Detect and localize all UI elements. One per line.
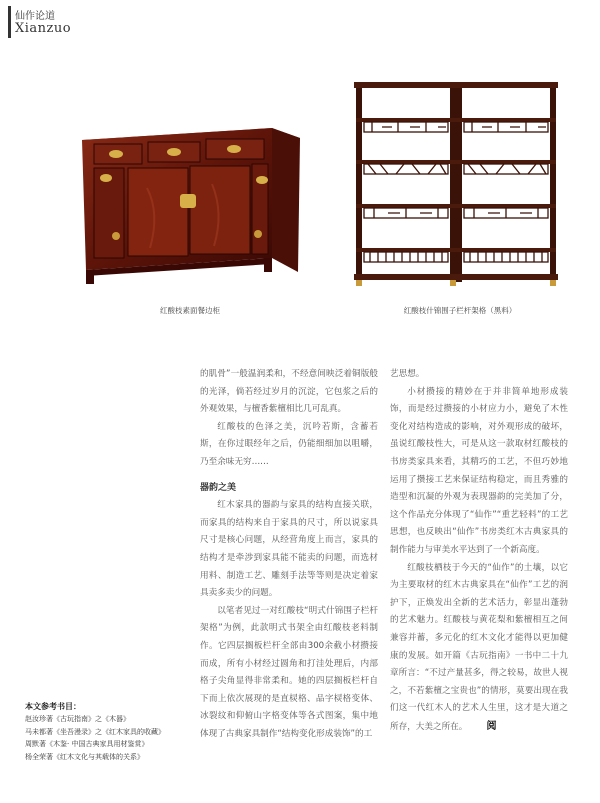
paragraph: 红酸枝的色泽之美，沉吟若斯，含蓄若斯，在你过眼经年之后，仍能细细加以咀嚼，乃至余味无穷……	[200, 421, 378, 467]
paragraph: 的肌骨”一般温润柔和，不经意间映泛着铜版般的光泽，倘若经过岁月的沉淀，它包浆之后的外观效果，与檀香紫檀相比几可乱真。	[200, 369, 378, 415]
paragraph: 小材攒接的精妙在于并非简单地形成装饰，而是经过攒接的小材应力小，避免了木性变化对结构造成的影响，对外观形成的破坏，虽说红酸枝性大，可是从这一款取材红酸枝的书房类家具来看，其精巧的工艺，不但巧妙地运用了攒接工艺来保证结构稳定，而且秀雅的造型和沉凝的外观为表现器韵的完美加了分，这个作品充分体现了“仙作”“重艺轻料”的工艺思想，也反映出“仙作”书房类红木古典家具的制作能力与审美水平达到了一个新高度。	[390, 386, 568, 555]
references-title: 本文参考书目：	[25, 702, 81, 711]
shelf-photo	[352, 80, 560, 288]
paragraph: 红木家具的器韵与家具的结构直接关联，而家具的结构来自于家具的尺寸，所以说家具尺寸是核心问题，从经营角度上而言，家具的结构才是牵涉到家具能不能卖的问题，而选材用料、制造工艺、雕刻手法等等则是决定着家具卖多卖少的问题。	[200, 500, 378, 599]
paragraph: 艺思想。	[390, 369, 425, 379]
paragraph: 以笔者见过一对红酸枝“明式什锦围子栏杆架格”为例，此款明式书架全由红酸枝老料制作。它四层搁板栏杆全部由300余截小材攒接而成，所有小材经过圆角和打洼处理后，内部格子尖角显得非常柔和。她的四层搁板栏杆自下而上依次展现的是直棂格、品字棂格变体、冰裂纹和仰俯山字格变体等各式图案，集中地体现了古典家具制作“结构变化形成装饰”的工	[200, 605, 378, 739]
paragraph	[390, 560, 568, 737]
sideboard-caption: 红酸枝素面餐边柜	[160, 306, 220, 315]
column-middle	[200, 366, 378, 743]
sideboard-photo	[72, 118, 304, 288]
section-heading: 器韵之美	[200, 482, 237, 493]
header-bar	[8, 6, 11, 38]
reference-item: 马未都著《坐吾漫录》之《红木家具的收藏》	[25, 727, 165, 736]
end-mark: 阅	[486, 720, 497, 732]
reference-item: 杨全荣著《红木文化与其载体的关系》	[25, 752, 144, 761]
section-title-cn: 仙作论道	[15, 11, 55, 22]
section-title-en: Xianzuo	[15, 21, 72, 36]
shelf-caption: 红酸枝什锦围子栏杆架格（黑料）	[403, 306, 517, 315]
references	[25, 700, 215, 763]
reference-item: 赵汝珍著《古玩指南》之《木器》	[25, 715, 130, 723]
reference-item: 周默著《木鉴· 中国古典家具用材鉴赏》	[25, 740, 149, 748]
column-right	[390, 366, 568, 736]
paragraph-text: 红酸枝栖枝于今天的“仙作”的土壤，以它为主要取材的红木古典家具在“仙作”工艺的润护下，正焕发出全新的艺术活力，彰显出蓬勃的艺术魅力。红酸枝与黄花梨和紫檀相互之间兼容并蓄，多元化的红木文化才能得以更加健康的发展。如开篇《古玩指南》一书中二十九章所言：“不过产量甚多，得之较易，故世人视之，不若紫檀之宝贵也”的情形，莫要出现在我们这一代红木人的艺术人生里，这才是大道之所存，大美之所在。	[390, 562, 568, 732]
